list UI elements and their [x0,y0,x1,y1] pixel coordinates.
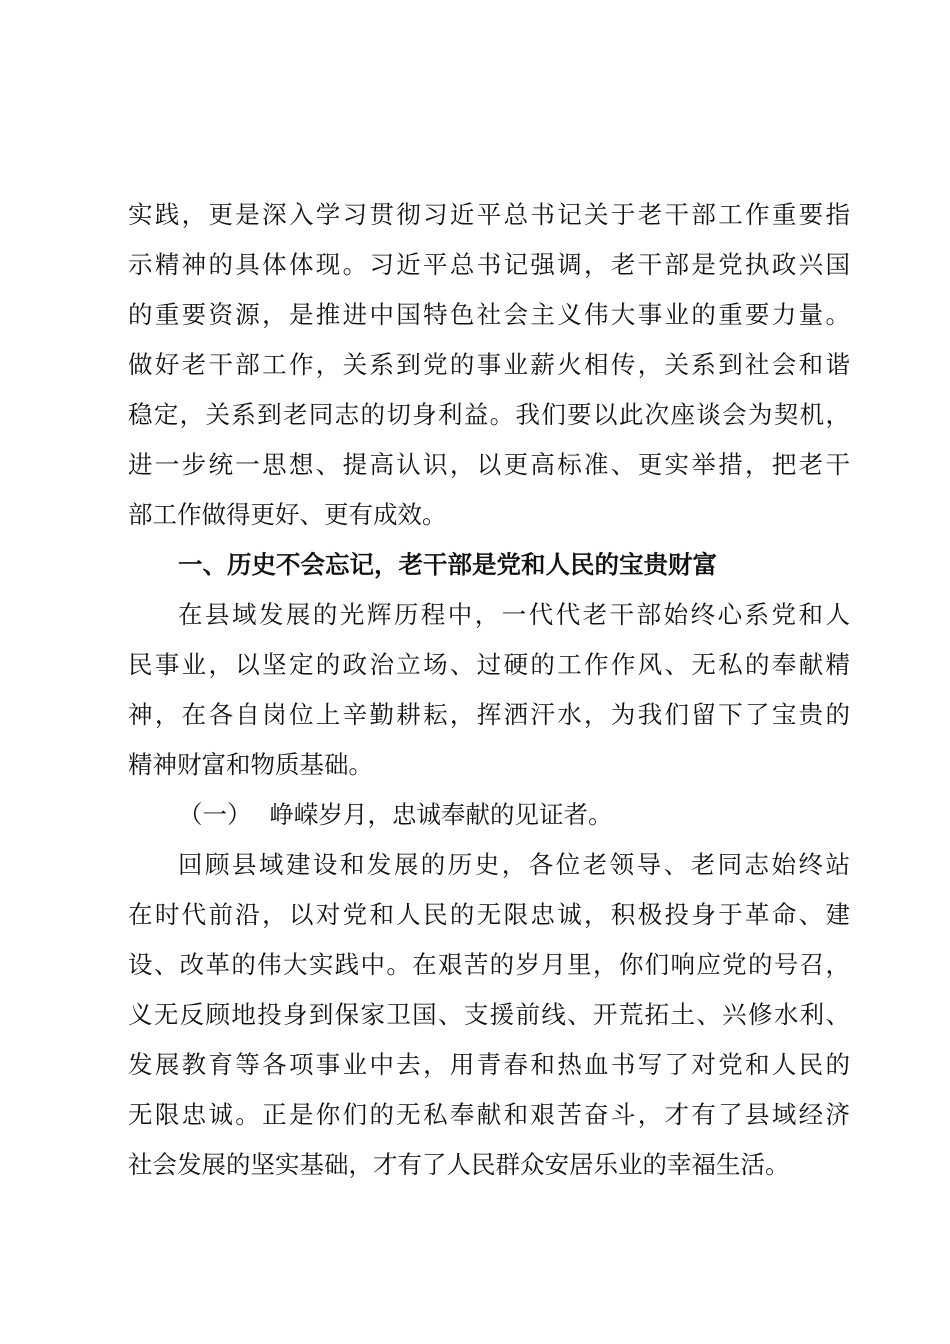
text-line: 设、改革的伟大实践中。在艰苦的岁月里，你们响应党的号召， [128,950,850,979]
text-line: 义无反顾地投身到保家卫国、支援前线、开荒拓土、兴修水利、 [128,1000,850,1029]
text-line: 精神财富和物质基础。 [128,750,373,779]
text-line: 在县域发展的光辉历程中，一代代老干部始终心系党和人 [178,600,850,629]
text-line: 示精神的具体体现。习近平总书记强调，老干部是党执政兴国 [128,250,850,279]
text-line: 实践，更是深入学习贯彻习近平总书记关于老干部工作重要指 [128,200,850,229]
text-line: 社会发展的坚实基础，才有了人民群众安居乐业的幸福生活。 [128,1150,790,1179]
text-line: 进一步统一思想、提高认识，以更高标准、更实举措，把老干 [128,450,850,479]
subsection-number: （一） [178,800,252,829]
text-line: 的重要资源，是推进中国特色社会主义伟大事业的重要力量。 [128,300,850,329]
text-line: 神，在各自岗位上辛勤耕耘，挥洒汗水，为我们留下了宝贵的 [128,700,850,729]
document-body [128,190,850,1190]
section-heading-1: 一、历史不会忘记，老干部是党和人民的宝贵财富 [178,550,717,579]
paragraph-section-1-intro [128,590,850,790]
text-line: 做好老干部工作，关系到党的事业薪火相传，关系到社会和谐 [128,350,850,379]
text-line: 回顾县域建设和发展的历史，各位老领导、老同志始终站 [178,850,850,879]
subsection-title: 峥嵘岁月，忠诚奉献的见证者。 [269,800,613,829]
text-line: 稳定，关系到老同志的切身利益。我们要以此次座谈会为契机， [128,400,850,429]
text-line: 无限忠诚。正是你们的无私奉献和艰苦奋斗，才有了县域经济 [128,1100,850,1129]
paragraph-intro-continuation [128,190,850,540]
text-line: 民事业，以坚定的政治立场、过硬的工作作风、无私的奉献精 [128,650,850,679]
text-line: 发展教育等各项事业中去，用青春和热血书写了对党和人民的 [128,1050,850,1079]
text-line: 在时代前沿，以对党和人民的无限忠诚，积极投身于革命、建 [128,900,850,929]
paragraph-subsection-1 [128,840,850,1190]
text-line: 部工作做得更好、更有成效。 [128,500,447,529]
subsection-heading-1 [128,790,850,840]
